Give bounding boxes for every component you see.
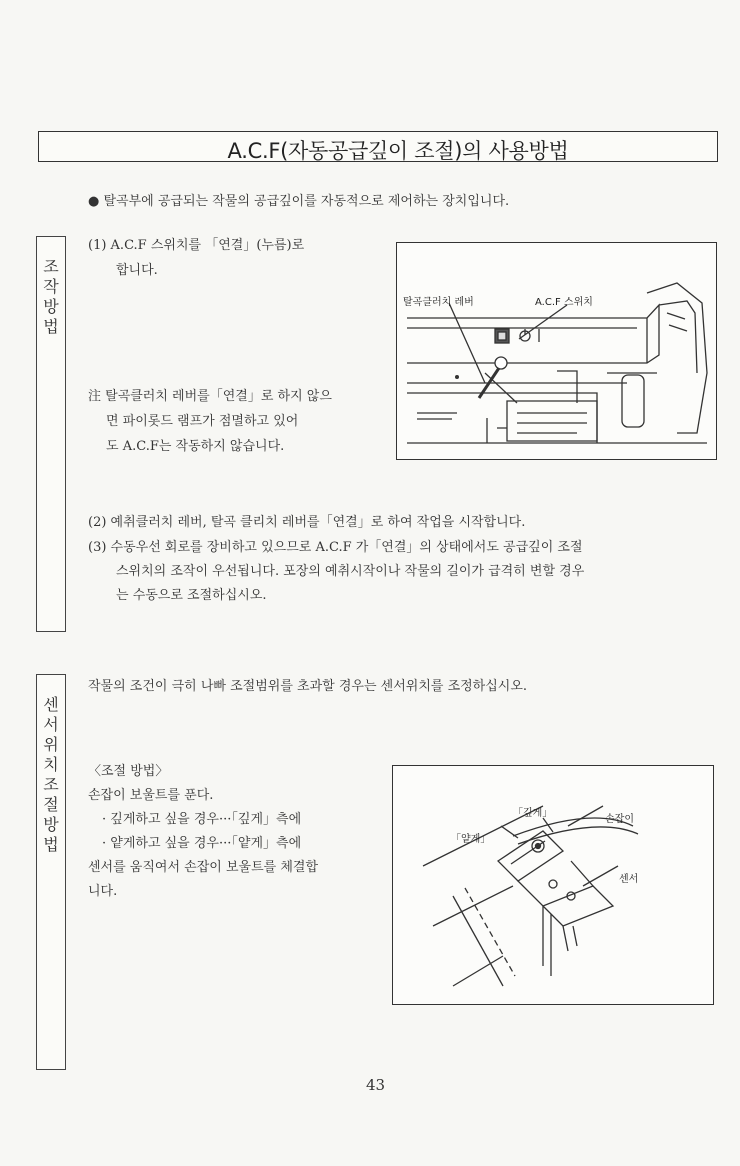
label-deep: 「깊게」 [513,808,553,819]
method-line1: 손잡이 보울트를 푼다. [88,788,214,803]
section-tab-sensor-label: 센서위치 조절방법 [43,695,59,854]
method-line5: 니다. [88,884,118,899]
step2-text: (2) 예취클러치 레버, 탈곡 클리치 레버를「연결」로 하여 작업을 시작합니다. [88,515,526,530]
step1-line2: 합니다. [116,263,158,278]
intro-text: ● 탈곡부에 공급되는 작물의 공급깊이를 자동적으로 제어하는 장치입니다. [88,194,510,209]
label-threshing-lever: 탈곡클러치 레버 [403,297,474,308]
section-tab-operation [36,236,66,632]
note-line1: 注 탈곡클러치 레버를「연결」로 하지 않으 [88,389,332,404]
section-tab-label: 조작방법 [43,257,59,336]
label-acf-switch: A.C.F 스위치 [535,297,593,308]
sensor-illustration [393,766,715,1006]
method-line2: · 깊게하고 싶을 경우···「깊게」측에 [102,812,302,827]
method-line3: · 얕게하고 싶을 경우···「얕게」측에 [102,836,302,851]
page-title: A.C.F(자동공급깊이 조절)의 사용방법 [227,139,569,163]
method-line4: 센서를 움직여서 손잡이 보울트를 체결합 [88,860,319,875]
note-line2: 면 파이롯드 램프가 점멸하고 있어 [106,414,299,429]
title-box [38,131,718,162]
sensor-figure [392,765,714,1005]
label-handle: 손잡이 [605,814,634,825]
step3-line2: 스위치의 조작이 우선됩니다. 포장의 예취시작이나 작물의 길이가 급격히 변할 경우 [116,564,585,579]
method-title: 〈조절 방법〉 [88,764,169,779]
sensor-intro: 작물의 조건이 극히 나빠 조절범위를 초과할 경우는 센서위치를 조정하십시오. [88,679,528,694]
step1-line1: (1) A.C.F 스위치를 「연결」(누름)로 [88,238,305,253]
step3-line3: 는 수동으로 조절하십시오. [116,588,267,603]
section-tab-sensor [36,674,66,1070]
page-number: 43 [366,1076,386,1094]
note-line3: 도 A.C.F는 작동하지 않습니다. [106,439,285,454]
acf-switch-figure [396,242,717,460]
acf-switch-illustration [397,243,718,461]
label-sensor: 센서 [619,874,639,885]
step3-line1: (3) 수동우선 회로를 장비하고 있으므로 A.C.F 가「연결」의 상태에서도 공급깊이 조절 [88,540,583,555]
label-shallow: 「얕게」 [451,834,491,845]
